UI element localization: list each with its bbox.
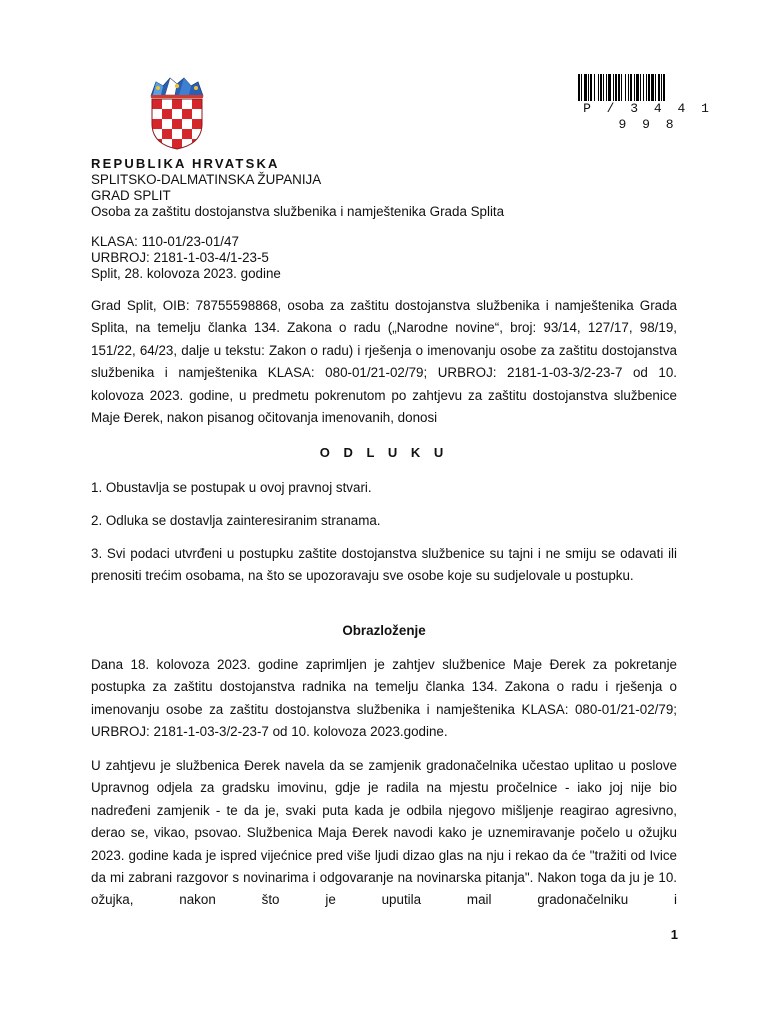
decision-title: O D L U K U [319,445,449,460]
reasoning-paragraph: U zahtjevu je službenica Đerek navela da se zamjenik gradonačelnika učestao uplitao u poslove Upravnog odjela za gradsku imovinu, gdje je radila na mjestu pročelnice - iako joj nije bio nadređeni zamjenik - te da je, svaki puta kada je odbila njegovo mišljenje reagirao agresivno, derao se, vikao, psovao. Službenica Maja Đerek navodi kako je uznemiravanje počelo u ožujku 2023. godine kada je ispred vijećnice pred više ljudi dizao glas na nju i rekao da će "tražiti od Ivice da mi zabrani razgovor s novinarima i odgovaranje na novinarska pitanja". Nakon toga da ju je 10. ožujka, nakon što je uputila mail gradonačelniku i [91,758,677,908]
country-name: REPUBLIKA HRVATSKA [91,156,280,171]
county-name: SPLITSKO-DALMATINSKA ŽUPANIJA [91,172,322,187]
urbroj-line: URBROJ: 2181-1-03-4/1-23-5 [91,250,269,265]
decision-item: 2. Odluka se dostavlja zainteresiranim stranama. [91,513,381,528]
decision-item: 1. Obustavlja se postupak u ovoj pravnoj stvari. [91,480,372,495]
page-number: 1 [670,927,678,942]
coat-of-arms-icon [148,74,206,150]
reasoning-title: Obrazloženje [342,623,426,638]
intro-paragraph: Grad Split, OIB: 78755598868, osoba za zaštitu dostojanstva službenika i namještenika Grada Splita, na temelju članka 134. Zakona o radu („Narodne novine“, broj: 93/14, 127/17, 98/19, 151/22, 64/23, dalje u tekstu: Zakon o radu) i rješenja o imenovanju osobe za zaštitu dostojanstva službenika i namještenika KLASA: 080-01/21-02/79; URBROJ: 2181-1-03-3/2-23-7 od 10. kolovoza 2023. godine, u predmetu pokrenutom po zahtjevu za zaštitu dostojanstva službenice Maje Đerek, nakon pisanog očitovanja imenovanih, donosi [91,298,677,426]
office-name: Osoba za zaštitu dostojanstva službenika i namještenika Grada Splita [91,204,505,219]
document-date: Split, 28. kolovoza 2023. godine [91,266,281,281]
barcode-icon [577,74,719,104]
reasoning-paragraph: Dana 18. kolovoza 2023. godine zaprimljen je zahtjev službenice Maje Đerek za pokretanje postupka za zaštitu dostojanstva radnika na temelju članka 134. Zakona o radu i rješenja o imenovanju osobe za zaštitu dostojanstva službenika i namještenika KLASA: 080-01/21-02/79; URBROJ: 2181-1-03-3/2-23-7 od 10. kolovoza 2023.godine. [91,657,677,740]
barcode [577,74,719,132]
klasa-line: KLASA: 110-01/23-01/47 [91,234,239,249]
city-name: GRAD SPLIT [91,188,171,203]
decision-item: 3. Svi podaci utvrđeni u postupku zaštite dostojanstva službenice su tajni i ne smiju se odavati ili prenositi trećim osobama, na što se upozoravaju sve osobe koje su sudjelovale u postupku. [91,546,677,584]
barcode-number: P / 3 4 4 1 9 9 8 [577,101,719,117]
